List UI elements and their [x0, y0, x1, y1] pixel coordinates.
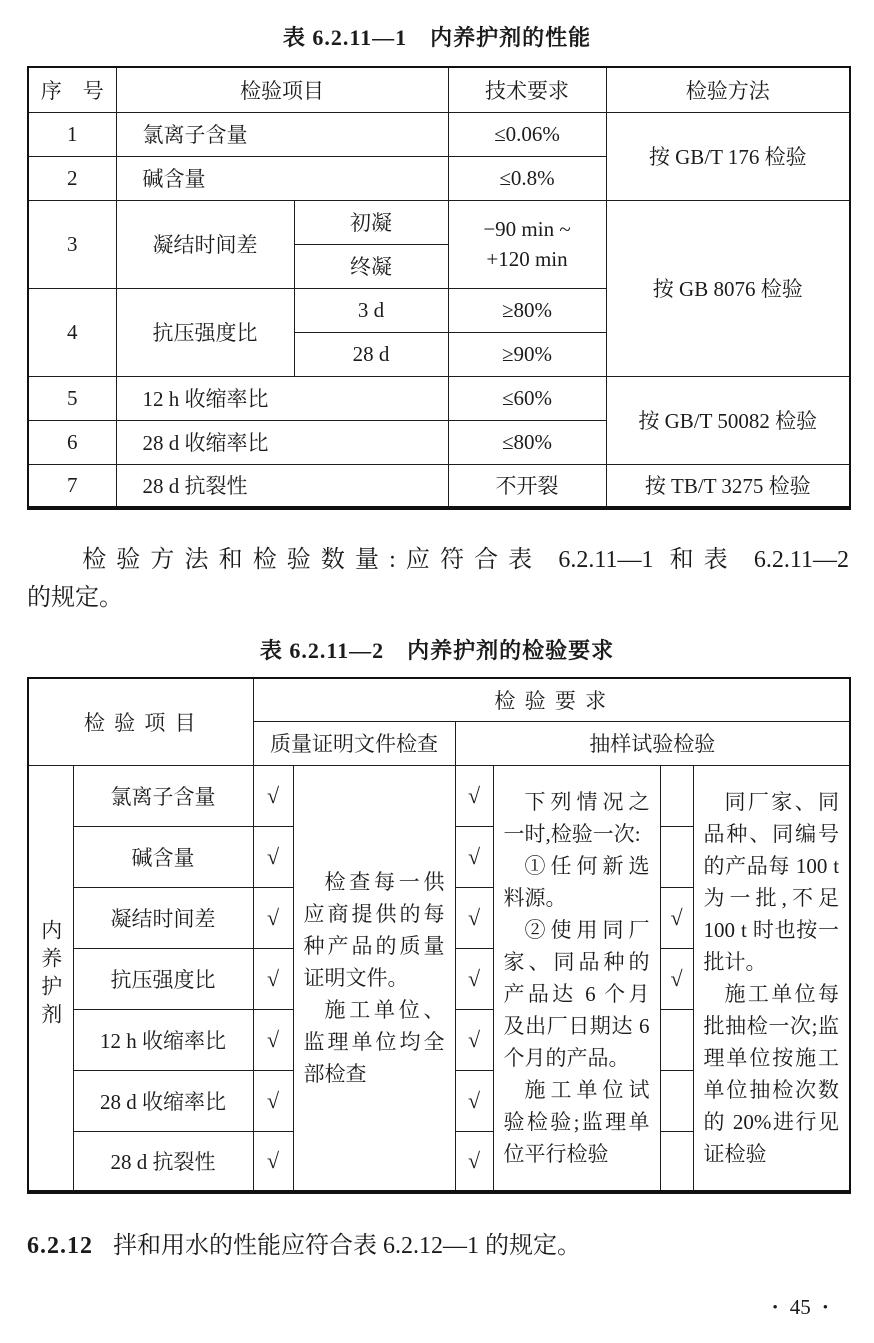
cell-requirement	[448, 200, 606, 288]
note-paragraph: 同厂家、同品种、同编号的产品每 100 t 为一批,不足 100 t 时也按一批计。	[703, 789, 840, 974]
doc-check-mark: √	[253, 948, 293, 1009]
cell-item: 抗压强度比	[116, 288, 294, 376]
cell-item: 凝结时间差	[116, 200, 294, 288]
extra-check-mark	[660, 826, 693, 887]
sample-check-mark: √	[455, 1070, 493, 1131]
cell-subitem: 终凝	[294, 244, 448, 288]
sample-check-mark: √	[455, 826, 493, 887]
category-cell	[28, 765, 73, 1192]
table1-row-3a	[28, 200, 850, 244]
cell-item: 抗压强度比	[73, 948, 253, 1009]
extra-check-mark	[660, 1070, 693, 1131]
table1-row-5	[28, 376, 850, 420]
body-paragraph	[27, 541, 849, 617]
doc-check-mark: √	[253, 1070, 293, 1131]
sample-check-mark: √	[455, 948, 493, 1009]
cell-requirement: ≥80%	[448, 288, 606, 332]
cell-item: 28 d 收缩率比	[116, 420, 448, 464]
sample-check-mark: √	[455, 765, 493, 826]
table2-header-row1	[28, 678, 850, 721]
table1-performance	[27, 66, 851, 510]
page-number-value: 45	[789, 1295, 811, 1319]
sample-check-mark: √	[455, 1131, 493, 1192]
cell-item: 12 h 收缩率比	[73, 1009, 253, 1070]
extra-check-mark	[660, 765, 693, 826]
cell-subitem: 28 d	[294, 332, 448, 376]
section-number: 6.2.12	[27, 1233, 93, 1259]
doc-check-mark: √	[253, 1009, 293, 1070]
cell-no: 5	[28, 376, 116, 420]
sample-check-mark: √	[455, 887, 493, 948]
cell-subitem: 初凝	[294, 200, 448, 244]
page-number-right-dot: •	[822, 1300, 828, 1316]
cell-item: 氯离子含量	[116, 112, 448, 156]
table2-row-1	[28, 765, 850, 826]
page-number-left-dot: •	[772, 1300, 778, 1316]
cell-requirement: ≥90%	[448, 332, 606, 376]
batch-note	[693, 765, 850, 1192]
table1-row-7	[28, 464, 850, 508]
cell-item: 28 d 抗裂性	[73, 1131, 253, 1192]
section-text: 拌和用水的性能应符合表 6.2.12—1 的规定。	[113, 1233, 581, 1259]
table1-header-requirement: 技术要求	[448, 67, 606, 112]
doc-check-mark: √	[253, 765, 293, 826]
table1-header-item: 检验项目	[116, 67, 448, 112]
note-paragraph: 施工单位每批抽检一次;监理单位按施工单位抽检次数的 20%进行见证检验	[703, 981, 840, 1166]
note-paragraph: 施工单位试验检验;监理单位平行检验	[503, 1077, 650, 1166]
sampling-note	[493, 765, 660, 1192]
cell-requirement: ≤0.06%	[448, 112, 606, 156]
extra-check-mark	[660, 1009, 693, 1070]
cell-item: 碱含量	[116, 156, 448, 200]
cell-item: 28 d 抗裂性	[116, 464, 448, 508]
note-paragraph: 施工单位、监理单位均全部检查	[303, 997, 445, 1086]
table1-title: 表 6.2.11—1 内养护剂的性能	[282, 25, 592, 50]
table2-title: 表 6.2.11—2 内养护剂的检验要求	[259, 638, 615, 663]
page-number	[772, 1295, 828, 1320]
cell-item: 28 d 收缩率比	[73, 1070, 253, 1131]
doc-check-mark: √	[253, 826, 293, 887]
table2-header-sampling: 抽样试验检验	[455, 721, 850, 765]
table1-header-method: 检验方法	[606, 67, 850, 112]
requirement-line2: +120 min	[486, 247, 568, 271]
cell-no: 4	[28, 288, 116, 376]
cell-method: 按 GB/T 50082 检验	[606, 376, 850, 464]
cell-no: 2	[28, 156, 116, 200]
note-paragraph: ②使用同厂家、同品种的产品达 6 个月及出厂日期达 6 个月的产品。	[503, 917, 650, 1070]
sample-check-mark: √	[455, 1009, 493, 1070]
table2-header-item: 检 验 项 目	[28, 678, 253, 765]
cell-method: 按 GB/T 176 检验	[606, 112, 850, 200]
extra-check-mark: √	[660, 948, 693, 1009]
table1-header-row	[28, 67, 850, 112]
cell-subitem: 3 d	[294, 288, 448, 332]
paragraph-line1: 检验方法和检验数量:应符合表 6.2.11—1 和表 6.2.11—2	[82, 547, 849, 573]
doc-check-mark: √	[253, 1131, 293, 1192]
cell-requirement: ≤0.8%	[448, 156, 606, 200]
doc-check-note	[293, 765, 455, 1192]
cell-requirement: 不开裂	[448, 464, 606, 508]
cell-item: 氯离子含量	[73, 765, 253, 826]
cell-item: 碱含量	[73, 826, 253, 887]
table1-row-1	[28, 112, 850, 156]
note-paragraph: 检查每一供应商提供的每种产品的质量证明文件。	[303, 869, 445, 990]
requirement-line1: −90 min ~	[483, 217, 571, 241]
table2-header-doc-check: 质量证明文件检查	[253, 721, 455, 765]
cell-item: 凝结时间差	[73, 887, 253, 948]
extra-check-mark: √	[660, 887, 693, 948]
cell-no: 1	[28, 112, 116, 156]
table1-header-no: 序 号	[28, 67, 116, 112]
table2-header-requirement: 检 验 要 求	[253, 678, 850, 721]
cell-requirement: ≤60%	[448, 376, 606, 420]
paragraph-line2: 的规定。	[27, 585, 123, 611]
cell-no: 6	[28, 420, 116, 464]
section-6-2-12	[27, 1225, 847, 1260]
doc-check-mark: √	[253, 887, 293, 948]
cell-no: 3	[28, 200, 116, 288]
category-label: 内养护剂	[38, 918, 63, 1031]
cell-method: 按 TB/T 3275 检验	[606, 464, 850, 508]
cell-method: 按 GB 8076 检验	[606, 200, 850, 376]
cell-no: 7	[28, 464, 116, 508]
extra-check-mark	[660, 1131, 693, 1192]
note-paragraph: 下列情况之一时,检验一次:	[503, 789, 650, 846]
cell-requirement: ≤80%	[448, 420, 606, 464]
note-paragraph: ①任何新选料源。	[503, 853, 650, 910]
cell-item: 12 h 收缩率比	[116, 376, 448, 420]
table2-inspection-requirements	[27, 677, 851, 1194]
